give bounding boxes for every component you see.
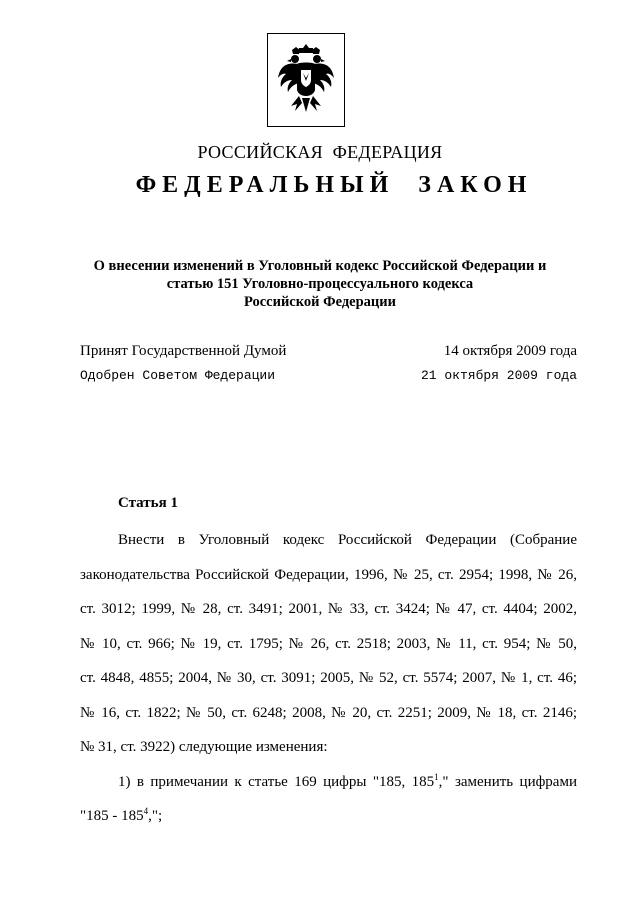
law-title-line: Российской Федерации [243, 294, 396, 310]
article-line: ст. 4848, 4855; 2004, № 30, ст. 3091; 2005, № 52, ст. 5574; 2007, № 1, ст. 46; [80, 670, 577, 686]
council-date: 21 октября 2009 года [420, 368, 577, 383]
adoption-council-row [80, 368, 577, 383]
article-heading: Статья 1 [118, 495, 178, 511]
superscript: 1 [434, 771, 439, 782]
duma-date: 14 октября 2009 года [443, 343, 577, 359]
law-title-line: О внесении изменений в Уголовный кодекс Российской Федерации и [93, 258, 547, 274]
amendment-item-continuation [80, 806, 577, 844]
article-line: ст. 3012; 1999, № 28, ст. 3491; 2001, № 33, ст. 3424; № 47, ст. 4404; 2002, [80, 601, 577, 617]
duma-label: Принят Государственной Думой [80, 343, 287, 359]
law-title [60, 257, 580, 311]
country-name: РОССИЙСКАЯ ФЕДЕРАЦИЯ [197, 142, 443, 162]
article-body [80, 533, 577, 844]
document-type-heading: ФЕДЕРАЛЬНЫЙ ЗАКОН [135, 172, 533, 198]
article-line: Внести в Уголовный кодекс Российской Федерации (Собрание [118, 532, 577, 548]
article-line: № 16, ст. 1822; № 50, ст. 6248; 2008, № 20, ст. 2251; 2009, № 18, ст. 2146; [80, 704, 577, 721]
article-line: № 31, ст. 3922) следующие изменения: [80, 739, 328, 755]
council-label: Одобрен Советом Федерации [80, 368, 276, 383]
article-line: законодательства Российской Федерации, 1996, № 25, ст. 2954; 1998, № 26, [80, 566, 577, 583]
amendment-text: ," заменить цифрами [438, 773, 577, 790]
amendment-text: "185 - 185 [80, 808, 144, 824]
double-headed-eagle-icon [275, 40, 337, 120]
superscript: 4 [143, 806, 149, 816]
amendment-item [80, 771, 577, 810]
amendment-text: ,"; [148, 808, 163, 824]
law-title-line: статью 151 Уголовно-процессуального кодекса [166, 276, 474, 292]
amendment-text: 1) в примечании к статье 169 цифры "185, 185 [118, 773, 435, 790]
article-line: № 10, ст. 966; № 19, ст. 1795; № 26, ст. 2518; 2003, № 11, ст. 954; № 50, [80, 635, 577, 652]
adoption-duma-row [80, 343, 577, 360]
coat-of-arms-emblem [267, 33, 345, 127]
